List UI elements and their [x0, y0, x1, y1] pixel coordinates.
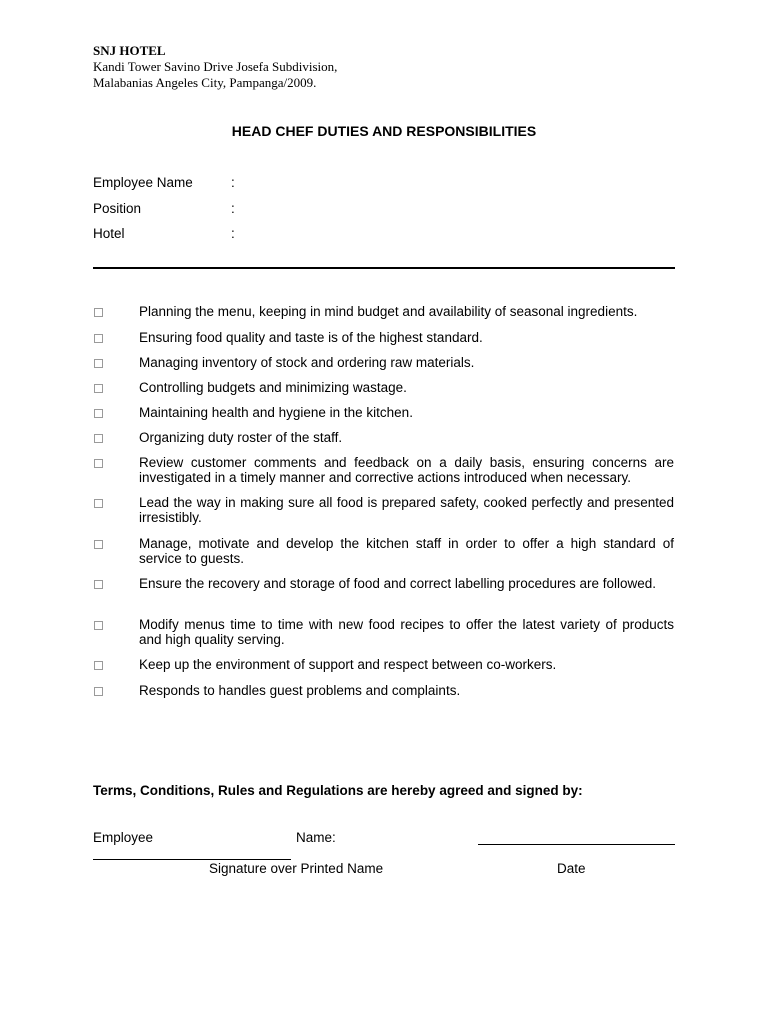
date-line	[478, 844, 675, 845]
duty-item: Review customer comments and feedback on a daily basis, ensuring concerns are investigated in a timely manner and corrective actions introduced when necessary.	[139, 455, 674, 485]
address-line-1: Kandi Tower Savino Drive Josefa Subdivision,	[93, 59, 338, 74]
name-label: Name:	[296, 830, 336, 845]
checkbox-icon	[94, 499, 103, 508]
address-line-2: Malabanias Angeles City, Pampanga/2009.	[93, 75, 317, 90]
section-divider	[93, 267, 675, 269]
signature-line	[93, 859, 291, 860]
hotel-name: SNJ HOTEL	[93, 43, 166, 58]
document-title: HEAD CHEF DUTIES AND RESPONSIBILITIES	[231, 123, 537, 139]
date-caption: Date	[557, 861, 586, 876]
position-label: Position	[93, 201, 142, 216]
duty-item: Ensuring food quality and taste is of the highest standard.	[139, 330, 483, 345]
checkbox-icon	[94, 661, 103, 670]
duty-item: Manage, motivate and develop the kitchen staff in order to offer a high standard of service to guests.	[139, 536, 674, 566]
checkbox-icon	[94, 459, 103, 468]
employee-label: Employee	[93, 830, 154, 845]
position-colon: :	[231, 201, 235, 216]
duty-item: Modify menus time to time with new food recipes to offer the latest variety of products and high quality serving.	[139, 617, 674, 647]
signature-caption: Signature over Printed Name	[209, 861, 384, 876]
employee-name-colon: :	[231, 175, 235, 190]
checkbox-icon	[94, 308, 103, 317]
duty-item: Maintaining health and hygiene in the kitchen.	[139, 405, 413, 420]
checkbox-icon	[94, 334, 103, 343]
checkbox-icon	[94, 434, 103, 443]
checkbox-icon	[94, 409, 103, 418]
checkbox-icon	[94, 621, 103, 630]
duty-item: Ensure the recovery and storage of food and correct labelling procedures are followed.	[139, 576, 657, 591]
checkbox-icon	[94, 580, 103, 589]
hotel-label: Hotel	[93, 226, 125, 241]
checkbox-icon	[94, 540, 103, 549]
duty-item: Managing inventory of stock and ordering raw materials.	[139, 355, 475, 370]
checkbox-icon	[94, 687, 103, 696]
hotel-colon: :	[231, 226, 235, 241]
duty-item: Responds to handles guest problems and complaints.	[139, 683, 461, 698]
duty-item: Organizing duty roster of the staff.	[139, 430, 343, 445]
employee-name-label: Employee Name	[93, 175, 193, 190]
agreement-statement: Terms, Conditions, Rules and Regulations are hereby agreed and signed by:	[93, 783, 583, 798]
duty-item: Lead the way in making sure all food is prepared safety, cooked perfectly and presented irresistibly.	[139, 495, 674, 525]
checkbox-icon	[94, 384, 103, 393]
duty-item: Controlling budgets and minimizing wastage.	[139, 380, 407, 395]
checkbox-icon	[94, 359, 103, 368]
duty-item: Keep up the environment of support and respect between co-workers.	[139, 657, 557, 672]
duty-item: Planning the menu, keeping in mind budget and availability of seasonal ingredients.	[139, 304, 638, 319]
